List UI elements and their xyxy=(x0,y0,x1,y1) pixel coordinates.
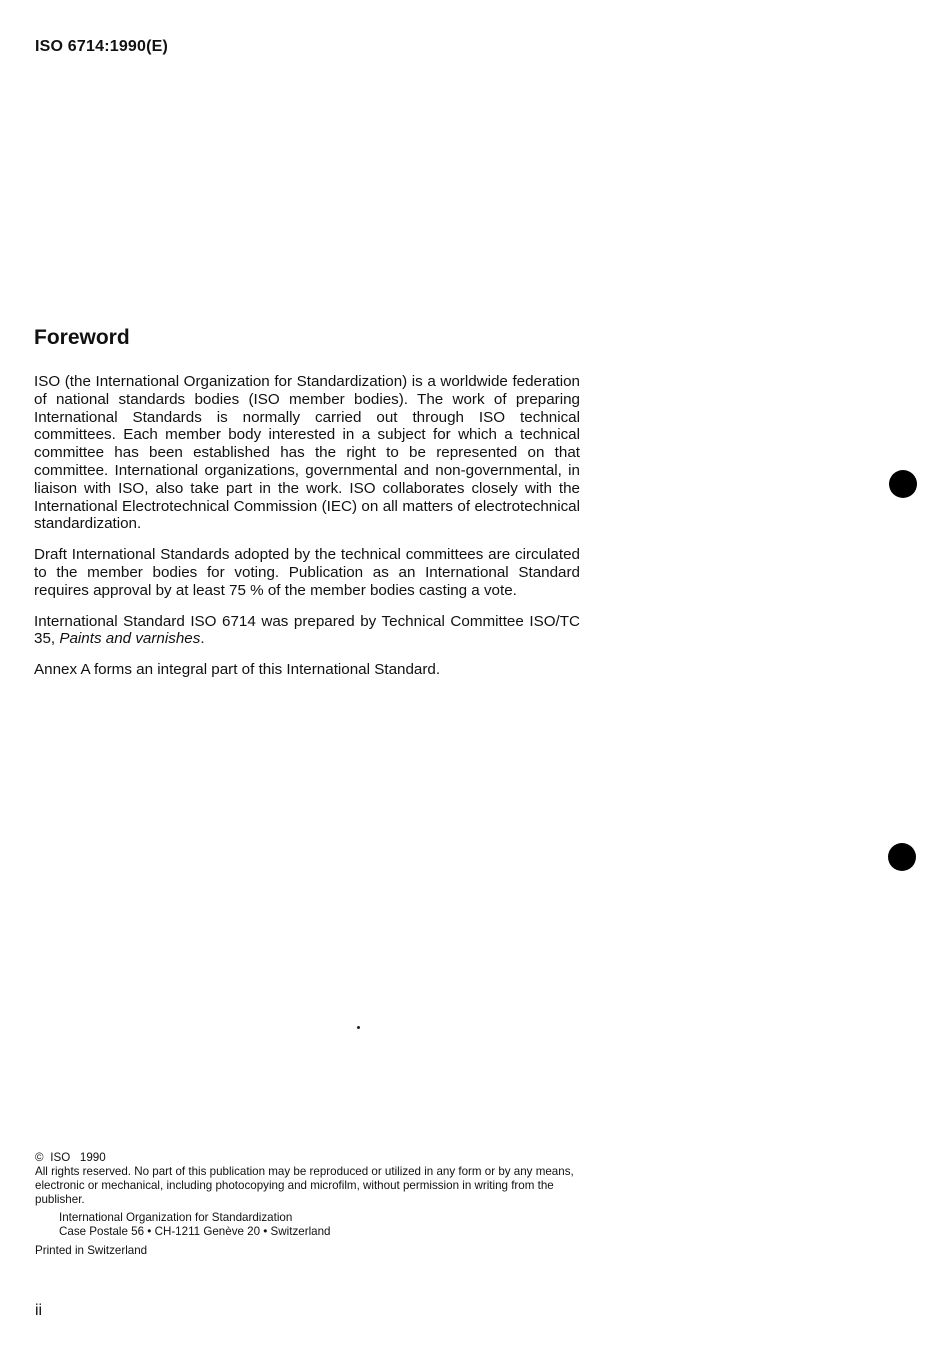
scan-speck xyxy=(357,1026,360,1029)
foreword-paragraph-2: Draft International Standards adopted by the technical committees are circulated to the member bodies for voting. Publication as an International Standard requires approval by at least 75 % of the member bodies casting a vote. xyxy=(34,546,580,599)
copyright-holder-year: ISO 1990 xyxy=(50,1151,106,1164)
foreword-paragraph-3 xyxy=(34,613,580,649)
prepared-by-text: International Standard ISO 6714 was prepared by Technical Committee ISO/TC 35, xyxy=(34,612,580,648)
copyright-block xyxy=(35,1151,583,1258)
prepared-by-suffix: . xyxy=(200,630,205,648)
organization-name: International Organization for Standardization xyxy=(59,1211,293,1224)
annex-note: Annex A forms an integral part of this International Standard. xyxy=(34,661,441,679)
page-number: ii xyxy=(35,1302,43,1319)
printed-in: Printed in Switzerland xyxy=(35,1244,148,1257)
committee-title: Paints and varnishes xyxy=(59,630,201,648)
punch-hole-mark xyxy=(889,470,917,498)
foreword-heading: Foreword xyxy=(34,326,130,349)
punch-hole-mark xyxy=(888,843,916,871)
foreword-body xyxy=(34,373,580,692)
copyright-line xyxy=(35,1151,583,1165)
rights-statement: All rights reserved. No part of this publication may be reproduced or utilized in any form or by any means, electronic or mechanical, including photocopying and microfilm, without permission in writing from the publisher. xyxy=(35,1165,574,1206)
organization-address: Case Postale 56 • CH-1211 Genève 20 • Switzerland xyxy=(59,1225,331,1238)
copyright-icon: © xyxy=(35,1151,44,1164)
foreword-paragraph-1: ISO (the International Organization for Standardization) is a worldwide federation of national standards bodies (ISO member bodies). The work of preparing International Standards is normally carried out through ISO technical committees. Each member body interested in a subject for which a technical committee has been established has the right to be represented on that committee. International organizations, governmental and non-governmental, in liaison with ISO, also take part in the work. ISO collaborates closely with the International Electrotechnical Commission (IEC) on all matters of electrotechnical standardization. xyxy=(34,373,580,533)
document-id: ISO 6714:1990(E) xyxy=(35,38,169,55)
